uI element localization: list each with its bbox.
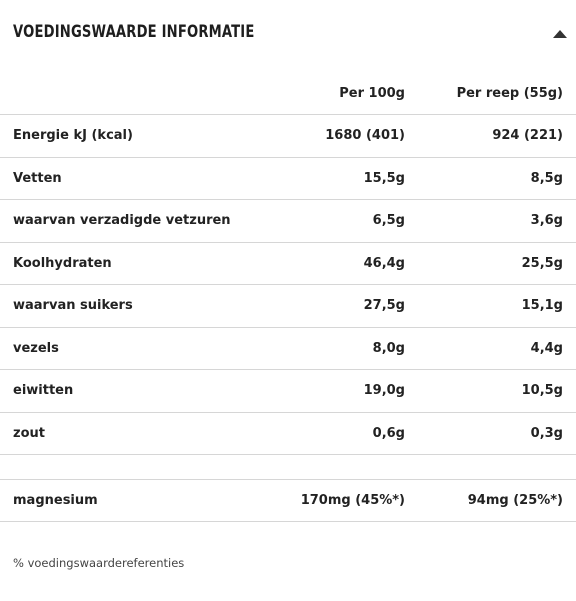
value-per-100g: 46,4g [245, 242, 405, 285]
value-per-100g: 6,5g [245, 200, 405, 243]
value-per-bar: 25,5g [405, 242, 576, 285]
value-per-100g: 170mg (45%*) [245, 480, 405, 522]
value-per-bar: 10,5g [405, 370, 576, 413]
nutrition-table [0, 72, 576, 522]
value-per-100g: 1680 (401) [245, 115, 405, 158]
table-row [0, 115, 576, 158]
nutrient-label: waarvan suikers [0, 285, 245, 328]
table-row [0, 412, 576, 455]
section-title: VOEDINGSWAARDE INFORMATIE [13, 22, 255, 42]
footnote: % voedingswaardereferenties [13, 556, 185, 570]
table-row [0, 370, 576, 413]
column-header-per-bar: Per reep (55g) [405, 72, 576, 115]
value-per-bar: 0,3g [405, 412, 576, 455]
table-row [0, 242, 576, 285]
value-per-100g: 19,0g [245, 370, 405, 413]
column-header-nutrient [0, 72, 245, 115]
value-per-bar: 3,6g [405, 200, 576, 243]
value-per-bar: 924 (221) [405, 115, 576, 158]
table-header-row [0, 72, 576, 115]
table-row [0, 480, 576, 522]
value-per-100g: 8,0g [245, 327, 405, 370]
nutrient-label: Koolhydraten [0, 242, 245, 285]
value-per-bar: 4,4g [405, 327, 576, 370]
nutrient-label: Energie kJ (kcal) [0, 115, 245, 158]
caret-up-icon[interactable] [553, 30, 567, 38]
nutrient-label: vezels [0, 327, 245, 370]
value-per-100g: 27,5g [245, 285, 405, 328]
value-per-bar: 15,1g [405, 285, 576, 328]
nutrient-label: magnesium [0, 480, 245, 522]
value-per-100g: 0,6g [245, 412, 405, 455]
value-per-100g: 15,5g [245, 157, 405, 200]
table-row [0, 157, 576, 200]
nutrient-label: waarvan verzadigde vetzuren [0, 200, 245, 243]
table-row [0, 200, 576, 243]
nutrient-label: Vetten [0, 157, 245, 200]
spacer-cell [0, 455, 576, 480]
nutrient-label: zout [0, 412, 245, 455]
nutrition-section-header[interactable] [0, 0, 576, 68]
value-per-bar: 8,5g [405, 157, 576, 200]
table-spacer-row [0, 455, 576, 480]
column-header-per-100g: Per 100g [245, 72, 405, 115]
table-row [0, 285, 576, 328]
value-per-bar: 94mg (25%*) [405, 480, 576, 522]
table-row [0, 327, 576, 370]
nutrient-label: eiwitten [0, 370, 245, 413]
